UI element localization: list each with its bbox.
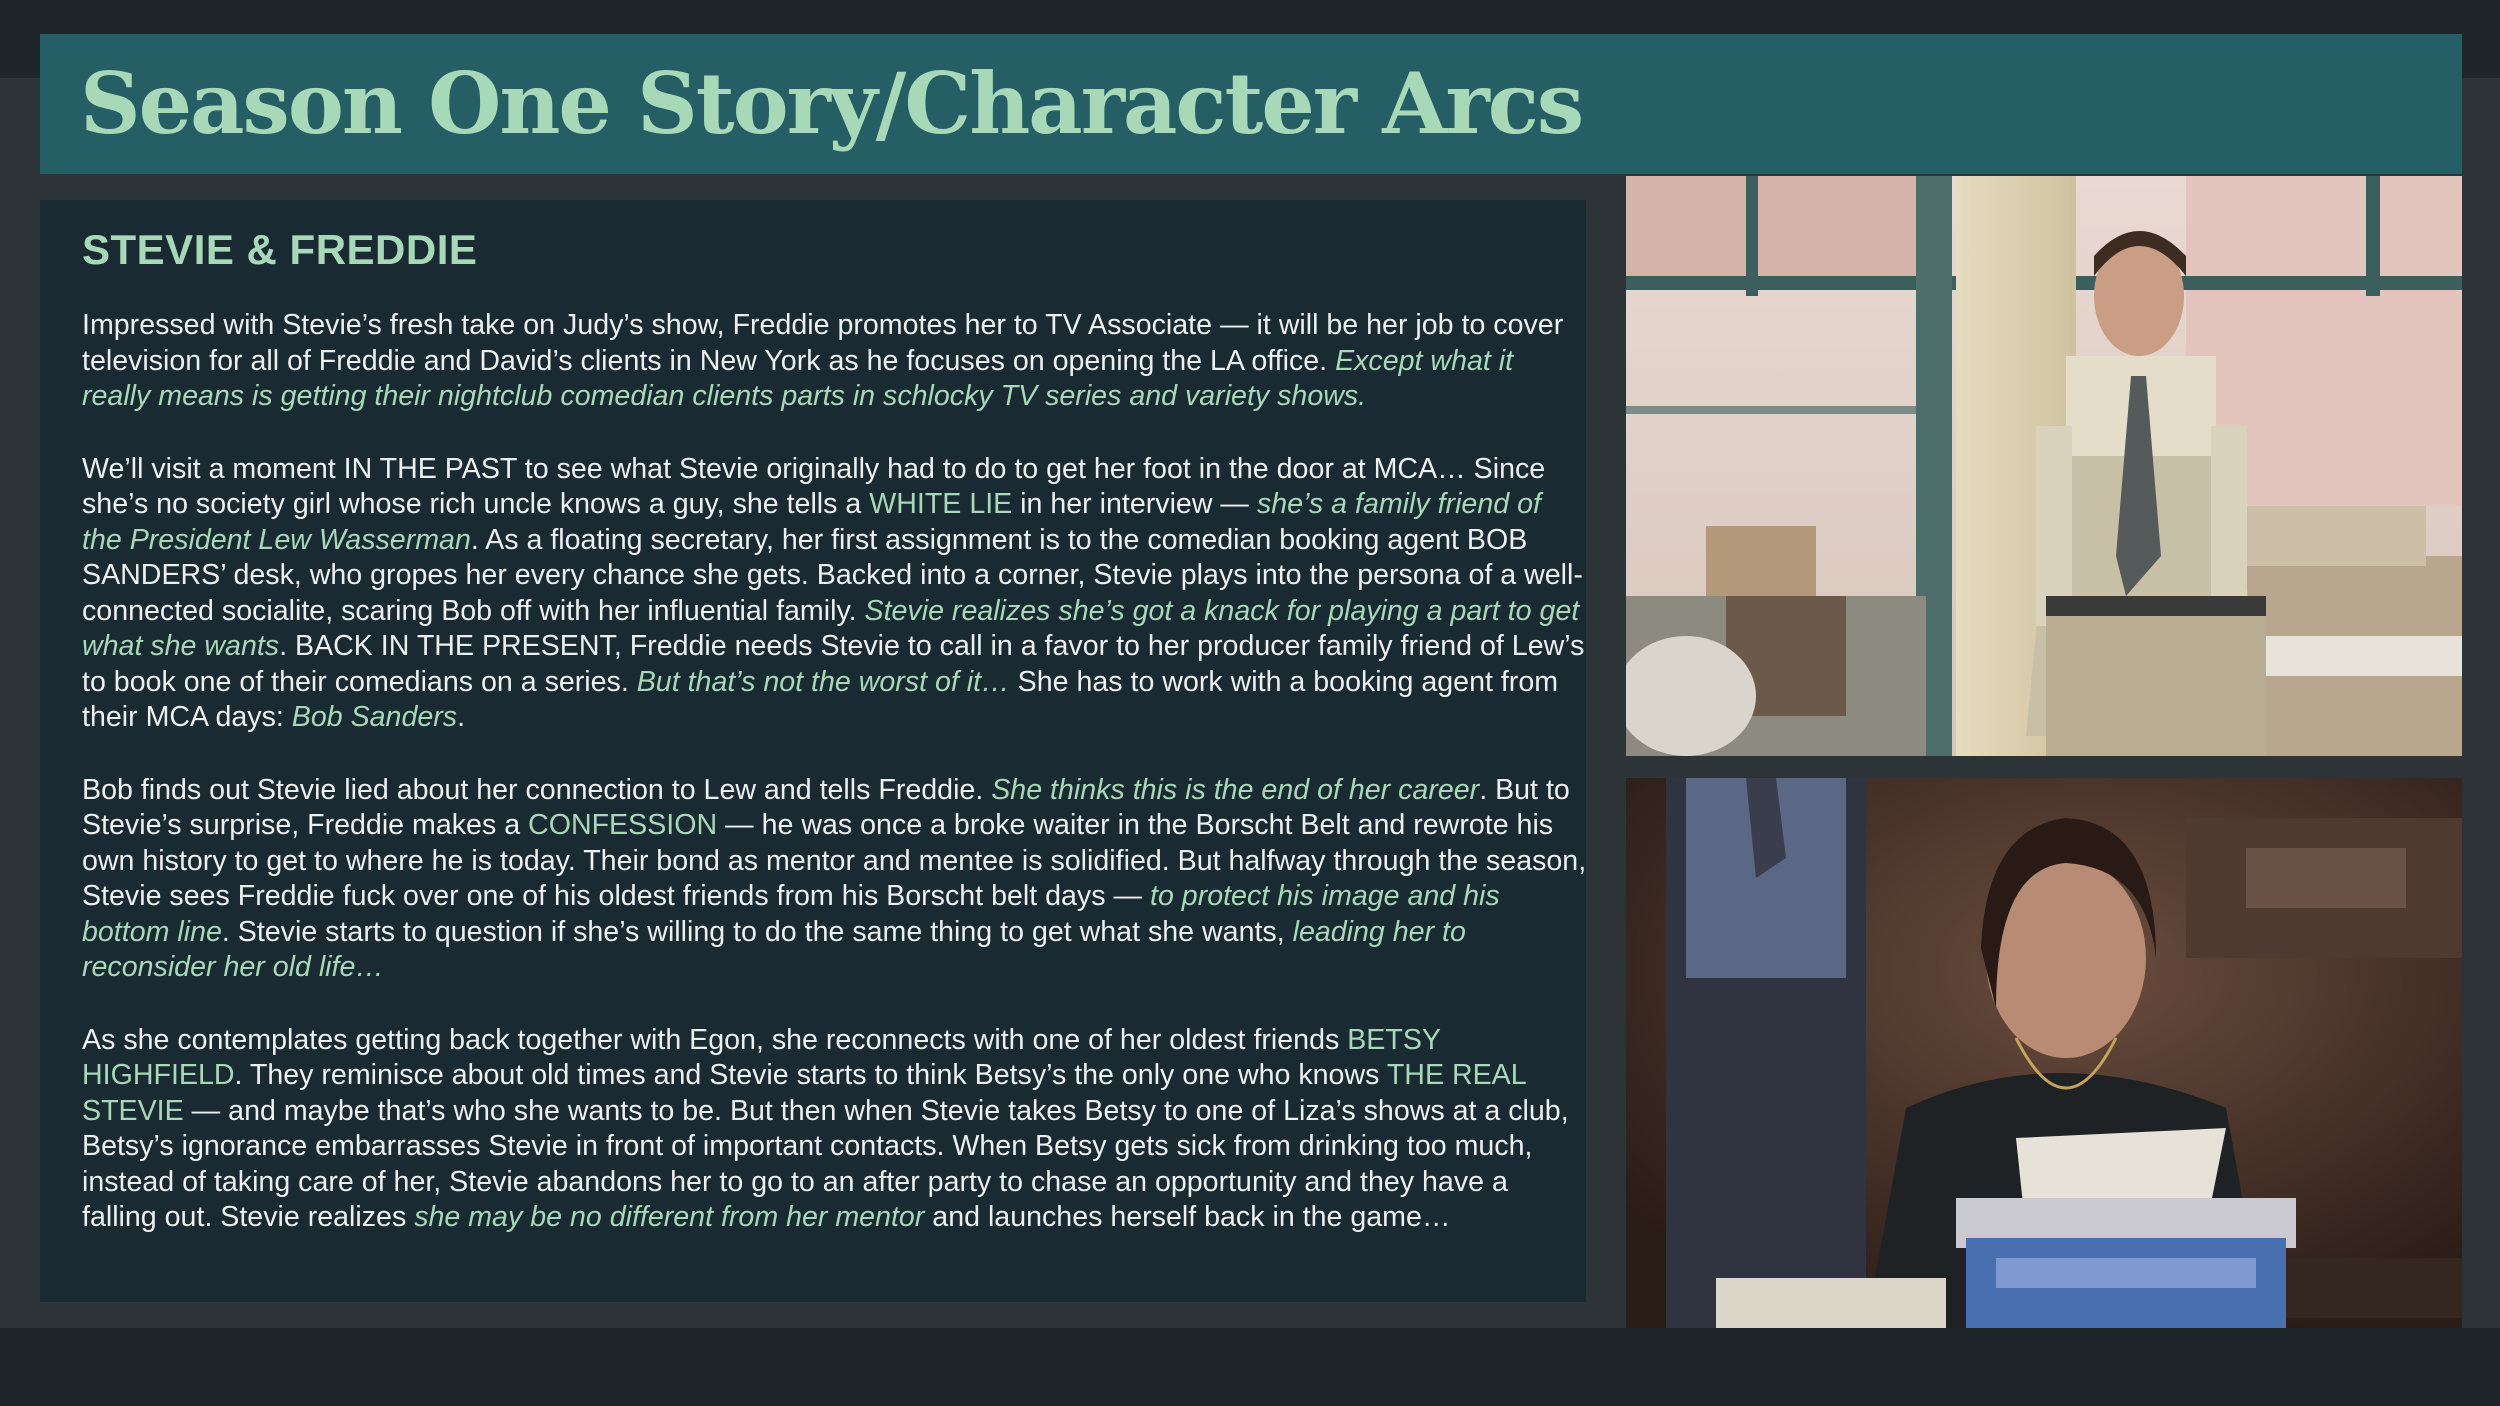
section-heading: STEVIE & FREDDIE [82,226,478,273]
title-bar [40,34,2462,174]
story-paragraphs [82,308,1587,1273]
paragraph-1: Impressed with Stevie’s fresh take on Judy’s show, Freddie promotes her to TV Associate — it will be her job to cover television for all of Freddie and David’s clients in New York as he focuses on opening the LA office. Except what it really means is getting their nightclub comedian clients parts in schlocky TV series and variety shows. [82,309,1564,412]
page-title: Season One Story/Character Arcs [80,54,1583,153]
office-scene-illustration [1626,176,2462,756]
photo-typewriter-woman [1626,778,2462,1328]
paragraph-2: We’ll visit a moment IN THE PAST to see what Stevie originally had to do to get her foot in the door at MCA… Since she’s no society girl whose rich uncle knows a guy, she tells a WHITE LIE in her interview — she’s a family friend of the President Lew Wasserman. As a floating secretary, her first assignment is to the comedian booking agent BOB SANDERS’ desk, who gropes her every chance she gets. Backed into a corner, Stevie plays into the persona of a well-connected socialite, scaring Bob off with her influential family. Stevie realizes she’s got a knack for playing a part to get what she wants. BACK IN THE PRESENT, Freddie needs Stevie to call in a favor to her producer family friend of Lew’s to book one of their comedians on a series. But that’s not the worst of it… She has to work with a booking agent from their MCA days: Bob Sanders. [82,452,1585,733]
story-panel [40,200,1586,1302]
bottom-strip [0,1328,2500,1406]
paragraph-4: As she contemplates getting back together with Egon, she reconnects with one of her oldest friends BETSY HIGHFIELD. They reminisce about old times and Stevie starts to think Betsy’s the only one who knows THE REAL STEVIE — and maybe that’s who she wants to be. But then when Stevie takes Betsy to one of Liza’s shows at a club, Betsy’s ignorance embarrasses Stevie in front of important contacts. When Betsy gets sick from drinking too much, instead of taking care of her, Stevie abandons her to go to an after party to chase an opportunity and they have a falling out. Stevie realizes she may be no different from her mentor and launches herself back in the game… [82,1023,1569,1233]
paragraph-3: Bob finds out Stevie lied about her connection to Lew and tells Freddie. She thinks this is the end of her career. But to Stevie’s surprise, Freddie makes a CONFESSION — he was once a broke waiter in the Borscht Belt and rewrote his own history to get to where he is today. Their bond as mentor and mentee is solidified. But halfway through the season, Stevie sees Freddie fuck over one of his oldest friends from his Borscht belt days — to protect his image and his bottom line. Stevie starts to question if she’s willing to do the same thing to get what she wants, leading her to reconsider her old life… [82,773,1587,983]
typewriter-scene-illustration [1626,778,2462,1328]
photo-office-man [1626,176,2462,756]
